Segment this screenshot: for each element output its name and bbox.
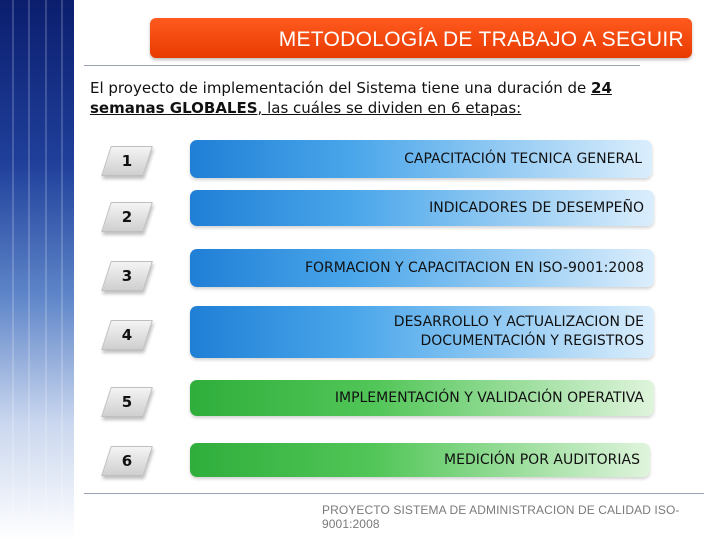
band-stripe bbox=[12, 0, 14, 540]
title-banner bbox=[150, 18, 692, 58]
stage-label: INDICADORES DE DESEMPEÑO bbox=[429, 199, 644, 216]
stage-label: CAPACITACIÓN TECNICA GENERAL bbox=[404, 150, 642, 167]
stage-label: IMPLEMENTACIÓN Y VALIDACIÓN OPERATIVA bbox=[334, 389, 644, 406]
intro-text-2: semanas GLOBALES bbox=[90, 99, 258, 117]
stage-number: 5 bbox=[121, 393, 133, 411]
intro-text-3: , las cuáles se dividen en 6 etapas: bbox=[257, 99, 522, 117]
stage-number-badge bbox=[106, 261, 148, 291]
stage-label: FORMACION Y CAPACITACION EN ISO-9001:2008 bbox=[304, 259, 644, 276]
stage-number: 3 bbox=[121, 267, 133, 285]
stage-number: 2 bbox=[121, 208, 133, 226]
stage-label-line2: DOCUMENTACIÓN Y REGISTROS bbox=[420, 333, 644, 349]
intro-text-1: El proyecto de implementación del Sistema tiene una duración de bbox=[90, 79, 592, 97]
stage-pill bbox=[190, 306, 654, 358]
stage-number-badge bbox=[106, 146, 148, 176]
stage-pill bbox=[190, 443, 650, 477]
footer-text: PROYECTO SISTEMA DE ADMINISTRACION DE CALIDAD ISO-9001:2008 bbox=[322, 503, 680, 531]
decorative-side-band bbox=[0, 0, 74, 540]
stage-pill bbox=[190, 380, 654, 416]
bottom-divider bbox=[84, 493, 704, 494]
intro-paragraph bbox=[90, 78, 650, 118]
stage-number-badge bbox=[106, 446, 148, 476]
band-stripe bbox=[45, 0, 47, 540]
stage-number-badge bbox=[106, 387, 148, 417]
stage-number-badge bbox=[106, 202, 148, 232]
band-stripe bbox=[61, 0, 63, 540]
band-stripe bbox=[28, 0, 30, 540]
stage-number: 1 bbox=[121, 152, 133, 170]
intro-weeks: 24 bbox=[591, 79, 612, 97]
stage-number: 4 bbox=[121, 326, 133, 344]
stage-label-line1: DESARROLLO Y ACTUALIZACION DE bbox=[393, 314, 644, 330]
stage-pill bbox=[190, 140, 652, 178]
stage-number: 6 bbox=[121, 452, 133, 470]
stage-pill bbox=[190, 190, 654, 226]
stage-number-badge bbox=[106, 320, 148, 350]
stage-pill bbox=[190, 249, 654, 287]
top-divider bbox=[84, 65, 640, 66]
stage-label: MEDICIÓN POR AUDITORIAS bbox=[444, 451, 640, 468]
slide-title: METODOLOGÍA DE TRABAJO A SEGUIR bbox=[278, 28, 684, 51]
